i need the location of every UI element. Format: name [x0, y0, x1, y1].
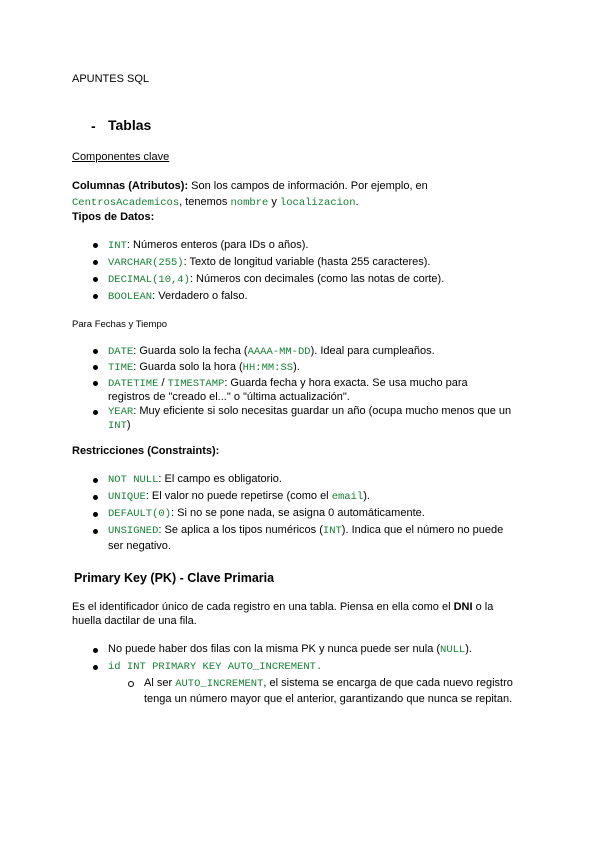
list-item-datetime-cont: registros de "creado el..." o "última actualización".: [108, 391, 350, 403]
bullet-dot: [93, 410, 98, 415]
code-int: INT: [108, 420, 127, 432]
bullet-dot: [93, 665, 98, 670]
code-varchar: VARCHAR(255): [108, 257, 184, 269]
columnas-line-1: [72, 179, 428, 193]
date-text-2: ). Ideal para cumpleaños.: [310, 345, 435, 357]
list-item-pk-example: [108, 659, 322, 674]
code-datetime: DATETIME: [108, 378, 159, 390]
default-text: : Si no se pone nada, se asigna 0 automáticamente.: [171, 507, 425, 519]
auto-text-2: , el sistema se encarga de que cada nuevo registro: [263, 677, 513, 689]
unique-text: : El valor no puede repetirse (como el: [145, 490, 332, 502]
section-heading-primary-key: Primary Key (PK) - Clave Primaria: [74, 571, 275, 585]
pk-text-2: o la: [472, 601, 494, 613]
code-time: TIME: [108, 362, 134, 374]
code-auto-increment: AUTO_INCREMENT: [175, 678, 264, 690]
heading-dash: -: [91, 118, 96, 134]
bullet-dot: [93, 294, 98, 299]
pk-dni: DNI: [453, 601, 473, 613]
bullet-dot: [93, 349, 98, 354]
tipo-text: : Verdadero o falso.: [152, 290, 248, 302]
time-text: : Guarda solo la hora (: [133, 361, 243, 373]
auto-text: Al ser: [144, 677, 176, 689]
pk-rule-text-2: ).: [465, 643, 472, 655]
date-text: : Guarda solo la fecha (: [133, 345, 248, 357]
list-item-pk-rule: [108, 642, 472, 657]
unique-text-2: ).: [363, 490, 370, 502]
code-unsigned: UNSIGNED: [108, 525, 159, 537]
list-item-unique: [108, 489, 370, 504]
bullet-dot: [93, 648, 98, 653]
code-column-nombre: nombre: [230, 197, 269, 209]
sub-item-auto-increment: [144, 676, 513, 691]
restricciones-label: Restricciones (Constraints):: [72, 445, 220, 457]
list-item-year: [108, 404, 511, 419]
columnas-text: Son los campos de información. Por ejemplo, en: [188, 180, 428, 192]
bullet-dot: [93, 495, 98, 500]
subheading-componentes: Componentes clave: [72, 151, 170, 163]
columnas-text-2: , tenemos: [179, 196, 231, 208]
bullet-dot: [93, 260, 98, 265]
code-int: INT: [108, 240, 127, 252]
list-item-time: [108, 360, 300, 375]
code-column-localizacion: localizacion: [279, 197, 356, 209]
section-heading-tablas: Tablas: [108, 117, 152, 133]
tipo-text: : Texto de longitud variable (hasta 255 caracteres).: [183, 256, 431, 268]
datetime-text: : Guarda fecha y hora exacta. Se usa mucho para: [224, 377, 468, 389]
slash: /: [158, 377, 168, 389]
time-text-2: ).: [293, 361, 300, 373]
list-item-unsigned: [108, 523, 503, 538]
bullet-dot: [93, 243, 98, 248]
pk-rule-text: No puede haber dos filas con la misma PK y nunca puede ser nula (: [108, 643, 441, 655]
list-item-tipo: [108, 238, 308, 253]
pk-paragraph-line-2: huella dactilar de una fila.: [72, 615, 197, 627]
pk-paragraph-line-1: [72, 600, 493, 614]
list-item-datetime: [108, 376, 468, 391]
year-text: : Muy eficiente si solo necesitas guardar un año (ocupa mucho menos que un: [133, 405, 512, 417]
unsigned-text-2: ). Indica que el número no puede: [341, 524, 504, 536]
bullet-dot: [93, 277, 98, 282]
tipos-label: Tipos de Datos:: [72, 211, 155, 223]
list-item-tipo: [108, 272, 444, 287]
code-period: .: [315, 661, 323, 673]
code-boolean: BOOLEAN: [108, 291, 153, 303]
list-item-date: [108, 344, 435, 359]
sub-item-auto-increment-cont: tenga un número mayor que el anterior, garantizando que nunca se repitan.: [144, 693, 513, 705]
sub-bullet-circle: [128, 681, 134, 687]
unsigned-text: : Se aplica a los tipos numéricos (: [158, 524, 323, 536]
pk-text: Es el identificador único de cada registro en una tabla. Piensa en ella como el: [72, 601, 454, 613]
code-date-format: AAAA-MM-DD: [247, 346, 311, 358]
code-year: YEAR: [108, 406, 134, 418]
document-title: APUNTES SQL: [72, 73, 150, 85]
columnas-label: Columnas (Atributos):: [72, 180, 189, 192]
code-email: email: [331, 491, 364, 503]
list-item-default: [108, 506, 425, 521]
list-item-tipo: [108, 289, 248, 304]
list-item-not-null: [108, 472, 282, 487]
not-null-text: : El campo es obligatorio.: [158, 473, 282, 485]
code-unique: UNIQUE: [108, 491, 146, 503]
code-null: NULL: [440, 644, 466, 656]
bullet-dot: [93, 365, 98, 370]
columnas-text-3: y: [268, 196, 280, 208]
code-not-null: NOT NULL: [108, 474, 159, 486]
fechas-label: Para Fechas y Tiempo: [72, 319, 168, 330]
tipo-text: : Números enteros (para IDs o años).: [126, 239, 309, 251]
code-decimal: DECIMAL(10,4): [108, 274, 190, 286]
code-timestamp: TIMESTAMP: [167, 378, 225, 390]
columnas-text-4: .: [355, 196, 359, 208]
code-date: DATE: [108, 346, 134, 358]
list-item-tipo: [108, 255, 430, 270]
columnas-line-2: [72, 195, 359, 210]
bullet-dot: [93, 529, 98, 534]
code-int: INT: [322, 525, 342, 537]
bullet-dot: [93, 381, 98, 386]
bullet-dot: [93, 478, 98, 483]
list-item-year-cont: [108, 418, 131, 433]
code-table-name: CentrosAcademicos: [72, 197, 180, 209]
code-pk-definition: id INT PRIMARY KEY AUTO_INCREMENT: [108, 661, 316, 673]
bullet-dot: [93, 512, 98, 517]
tipo-text: : Números con decimales (como las notas de corte).: [189, 273, 445, 285]
year-text-2: ): [126, 419, 131, 431]
code-time-format: HH:MM:SS: [242, 362, 294, 374]
code-default: DEFAULT(0): [108, 508, 172, 520]
list-item-unsigned-cont: ser negativo.: [108, 540, 171, 552]
